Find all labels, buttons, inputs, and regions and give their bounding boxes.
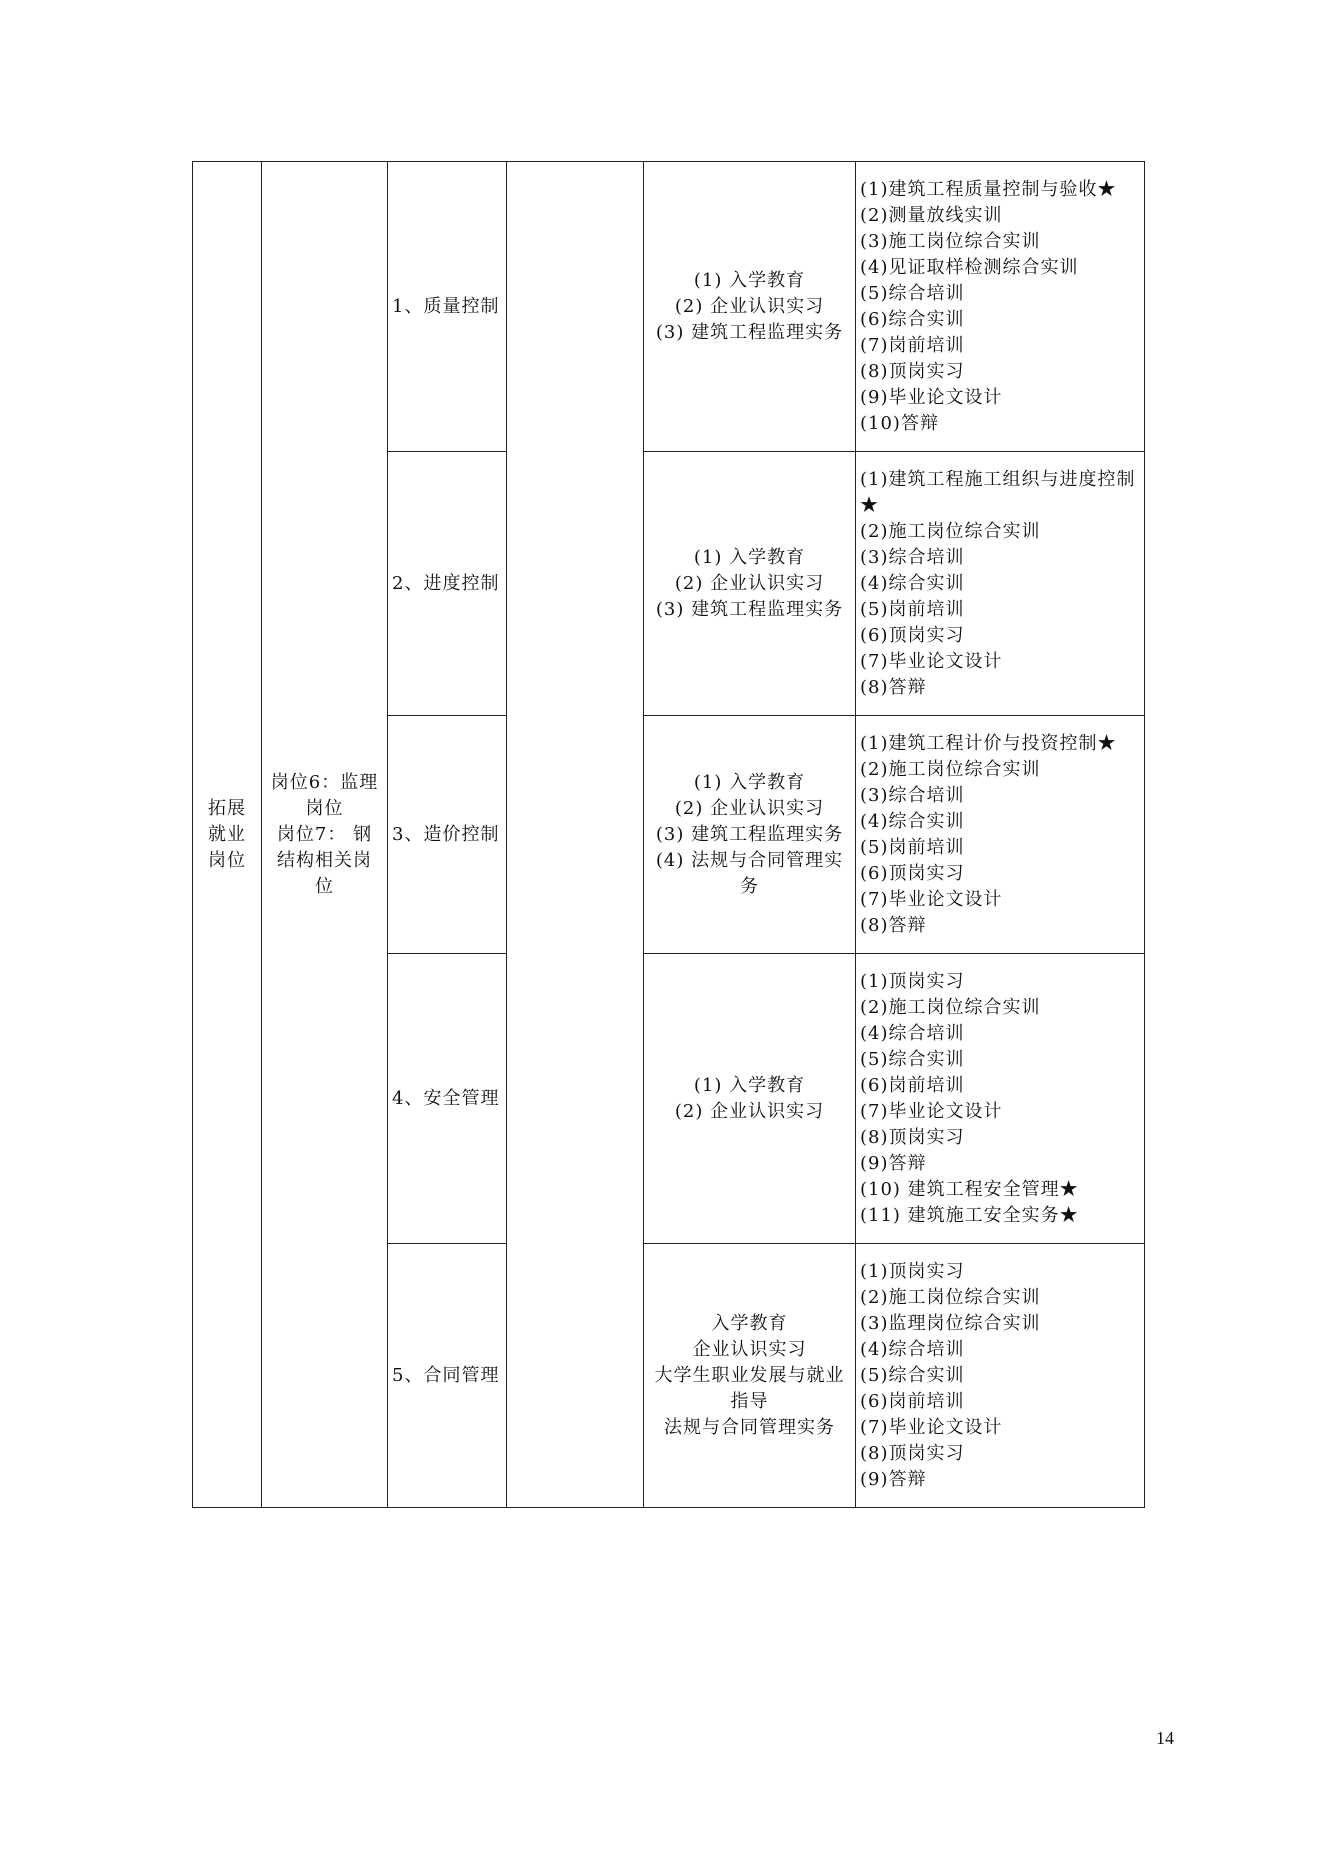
practice-items-cell: [856, 954, 1145, 1244]
practice-item: (6)顶岗实习: [860, 624, 965, 646]
practice-item: (6)岗前培训: [860, 1390, 965, 1412]
course-line: 大学生职业发展与就业指导: [654, 1364, 845, 1412]
work-area-cell: 3、造价控制: [388, 716, 507, 954]
course-line: (3) 建筑工程监理实务: [655, 823, 844, 845]
practice-item: (4)综合培训: [860, 1022, 965, 1044]
work-area-cell: 2、进度控制: [388, 452, 507, 716]
course-line: (2) 企业认识实习: [674, 572, 825, 594]
work-area-cell: 1、质量控制: [388, 162, 507, 452]
practice-item: (11) 建筑施工安全实务★: [860, 1204, 1079, 1226]
practice-item: (10) 建筑工程安全管理★: [860, 1178, 1079, 1200]
practice-item: (3)施工岗位综合实训: [860, 230, 1041, 252]
practice-item: (10)答辩: [860, 412, 939, 434]
practice-item: (8)顶岗实习: [860, 1442, 965, 1464]
practice-item: (7)毕业论文设计: [860, 650, 1003, 672]
practice-item: (7)毕业论文设计: [860, 1100, 1003, 1122]
practice-item: (4)综合实训: [860, 810, 965, 832]
course-line: (3) 建筑工程监理实务: [655, 598, 844, 620]
course-cell: [644, 1244, 856, 1508]
practice-item: (1)建筑工程计价与投资控制★: [860, 732, 1117, 754]
category-cell: [193, 162, 262, 1508]
practice-item: (2)施工岗位综合实训: [860, 1286, 1041, 1308]
practice-item: (7)毕业论文设计: [860, 1416, 1003, 1438]
post-line: 结构相关岗: [277, 849, 372, 871]
post-line: 位: [315, 875, 334, 897]
practice-item: (5)综合实训: [860, 1364, 965, 1386]
course-line: (4) 法规与合同管理实务: [655, 849, 844, 897]
practice-item: (4)见证取样检测综合实训: [860, 256, 1079, 278]
practice-item: (6)顶岗实习: [860, 862, 965, 884]
course-cell: [644, 452, 856, 716]
practice-item: (2)施工岗位综合实训: [860, 520, 1041, 542]
course-cell: [644, 162, 856, 452]
course-line: (2) 企业认识实习: [674, 1100, 825, 1122]
practice-item: (7)毕业论文设计: [860, 888, 1003, 910]
table-row: [193, 162, 1145, 452]
practice-item: (6)岗前培训: [860, 1074, 965, 1096]
course-line: 入学教育: [711, 1312, 788, 1334]
practice-item: (7)岗前培训: [860, 334, 965, 356]
practice-item: (8)顶岗实习: [860, 1126, 965, 1148]
practice-item: (1)建筑工程施工组织与进度控制★: [860, 468, 1136, 516]
practice-item: (3)综合培训: [860, 546, 965, 568]
page-number: 14: [1156, 1728, 1174, 1748]
practice-items-cell: [856, 452, 1145, 716]
practice-item: (5)综合培训: [860, 282, 965, 304]
practice-item: (9)答辩: [860, 1152, 927, 1174]
practice-item: (5)岗前培训: [860, 836, 965, 858]
course-line: 法规与合同管理实务: [664, 1416, 835, 1438]
practice-item: (8)答辩: [860, 676, 927, 698]
practice-item: (9)答辩: [860, 1468, 927, 1490]
course-cell: [644, 954, 856, 1244]
practice-item: (4)综合实训: [860, 572, 965, 594]
practice-item: (1)顶岗实习: [860, 970, 965, 992]
practice-item: (8)答辩: [860, 914, 927, 936]
post-cell: [262, 162, 388, 1508]
practice-items-cell: [856, 162, 1145, 452]
practice-item: (9)毕业论文设计: [860, 386, 1003, 408]
practice-item: (4)综合培训: [860, 1338, 965, 1360]
post-line: 岗位6：监理: [270, 771, 379, 793]
course-line: (3) 建筑工程监理实务: [655, 321, 844, 343]
work-area-cell: 4、安全管理: [388, 954, 507, 1244]
practice-item: (2)施工岗位综合实训: [860, 758, 1041, 780]
category-line: 就业: [208, 823, 246, 845]
course-line: (2) 企业认识实习: [674, 797, 825, 819]
post-line: 岗位7： 钢: [276, 823, 373, 845]
course-line: 企业认识实习: [692, 1338, 807, 1360]
practice-items-cell: [856, 716, 1145, 954]
practice-item: (2)施工岗位综合实训: [860, 996, 1041, 1018]
practice-item: (1)顶岗实习: [860, 1260, 965, 1282]
practice-item: (2)测量放线实训: [860, 204, 1003, 226]
course-line: (1) 入学教育: [693, 269, 806, 291]
course-line: (1) 入学教育: [693, 1074, 806, 1096]
empty-column-cell: [507, 162, 644, 1508]
practice-item: (3)监理岗位综合实训: [860, 1312, 1041, 1334]
work-area-cell: 5、合同管理: [388, 1244, 507, 1508]
practice-item: (3)综合培训: [860, 784, 965, 806]
practice-item: (8)顶岗实习: [860, 360, 965, 382]
practice-items-cell: [856, 1244, 1145, 1508]
course-line: (2) 企业认识实习: [674, 295, 825, 317]
course-cell: [644, 716, 856, 954]
practice-item: (6)综合实训: [860, 308, 965, 330]
category-line: 拓展: [208, 797, 246, 819]
post-line: 岗位: [305, 797, 344, 819]
practice-item: (1)建筑工程质量控制与验收★: [860, 178, 1117, 200]
course-line: (1) 入学教育: [693, 771, 806, 793]
practice-item: (5)综合实训: [860, 1048, 965, 1070]
practice-item: (5)岗前培训: [860, 598, 965, 620]
curriculum-table: [192, 161, 1145, 1508]
category-line: 岗位: [208, 849, 246, 871]
course-line: (1) 入学教育: [693, 546, 806, 568]
